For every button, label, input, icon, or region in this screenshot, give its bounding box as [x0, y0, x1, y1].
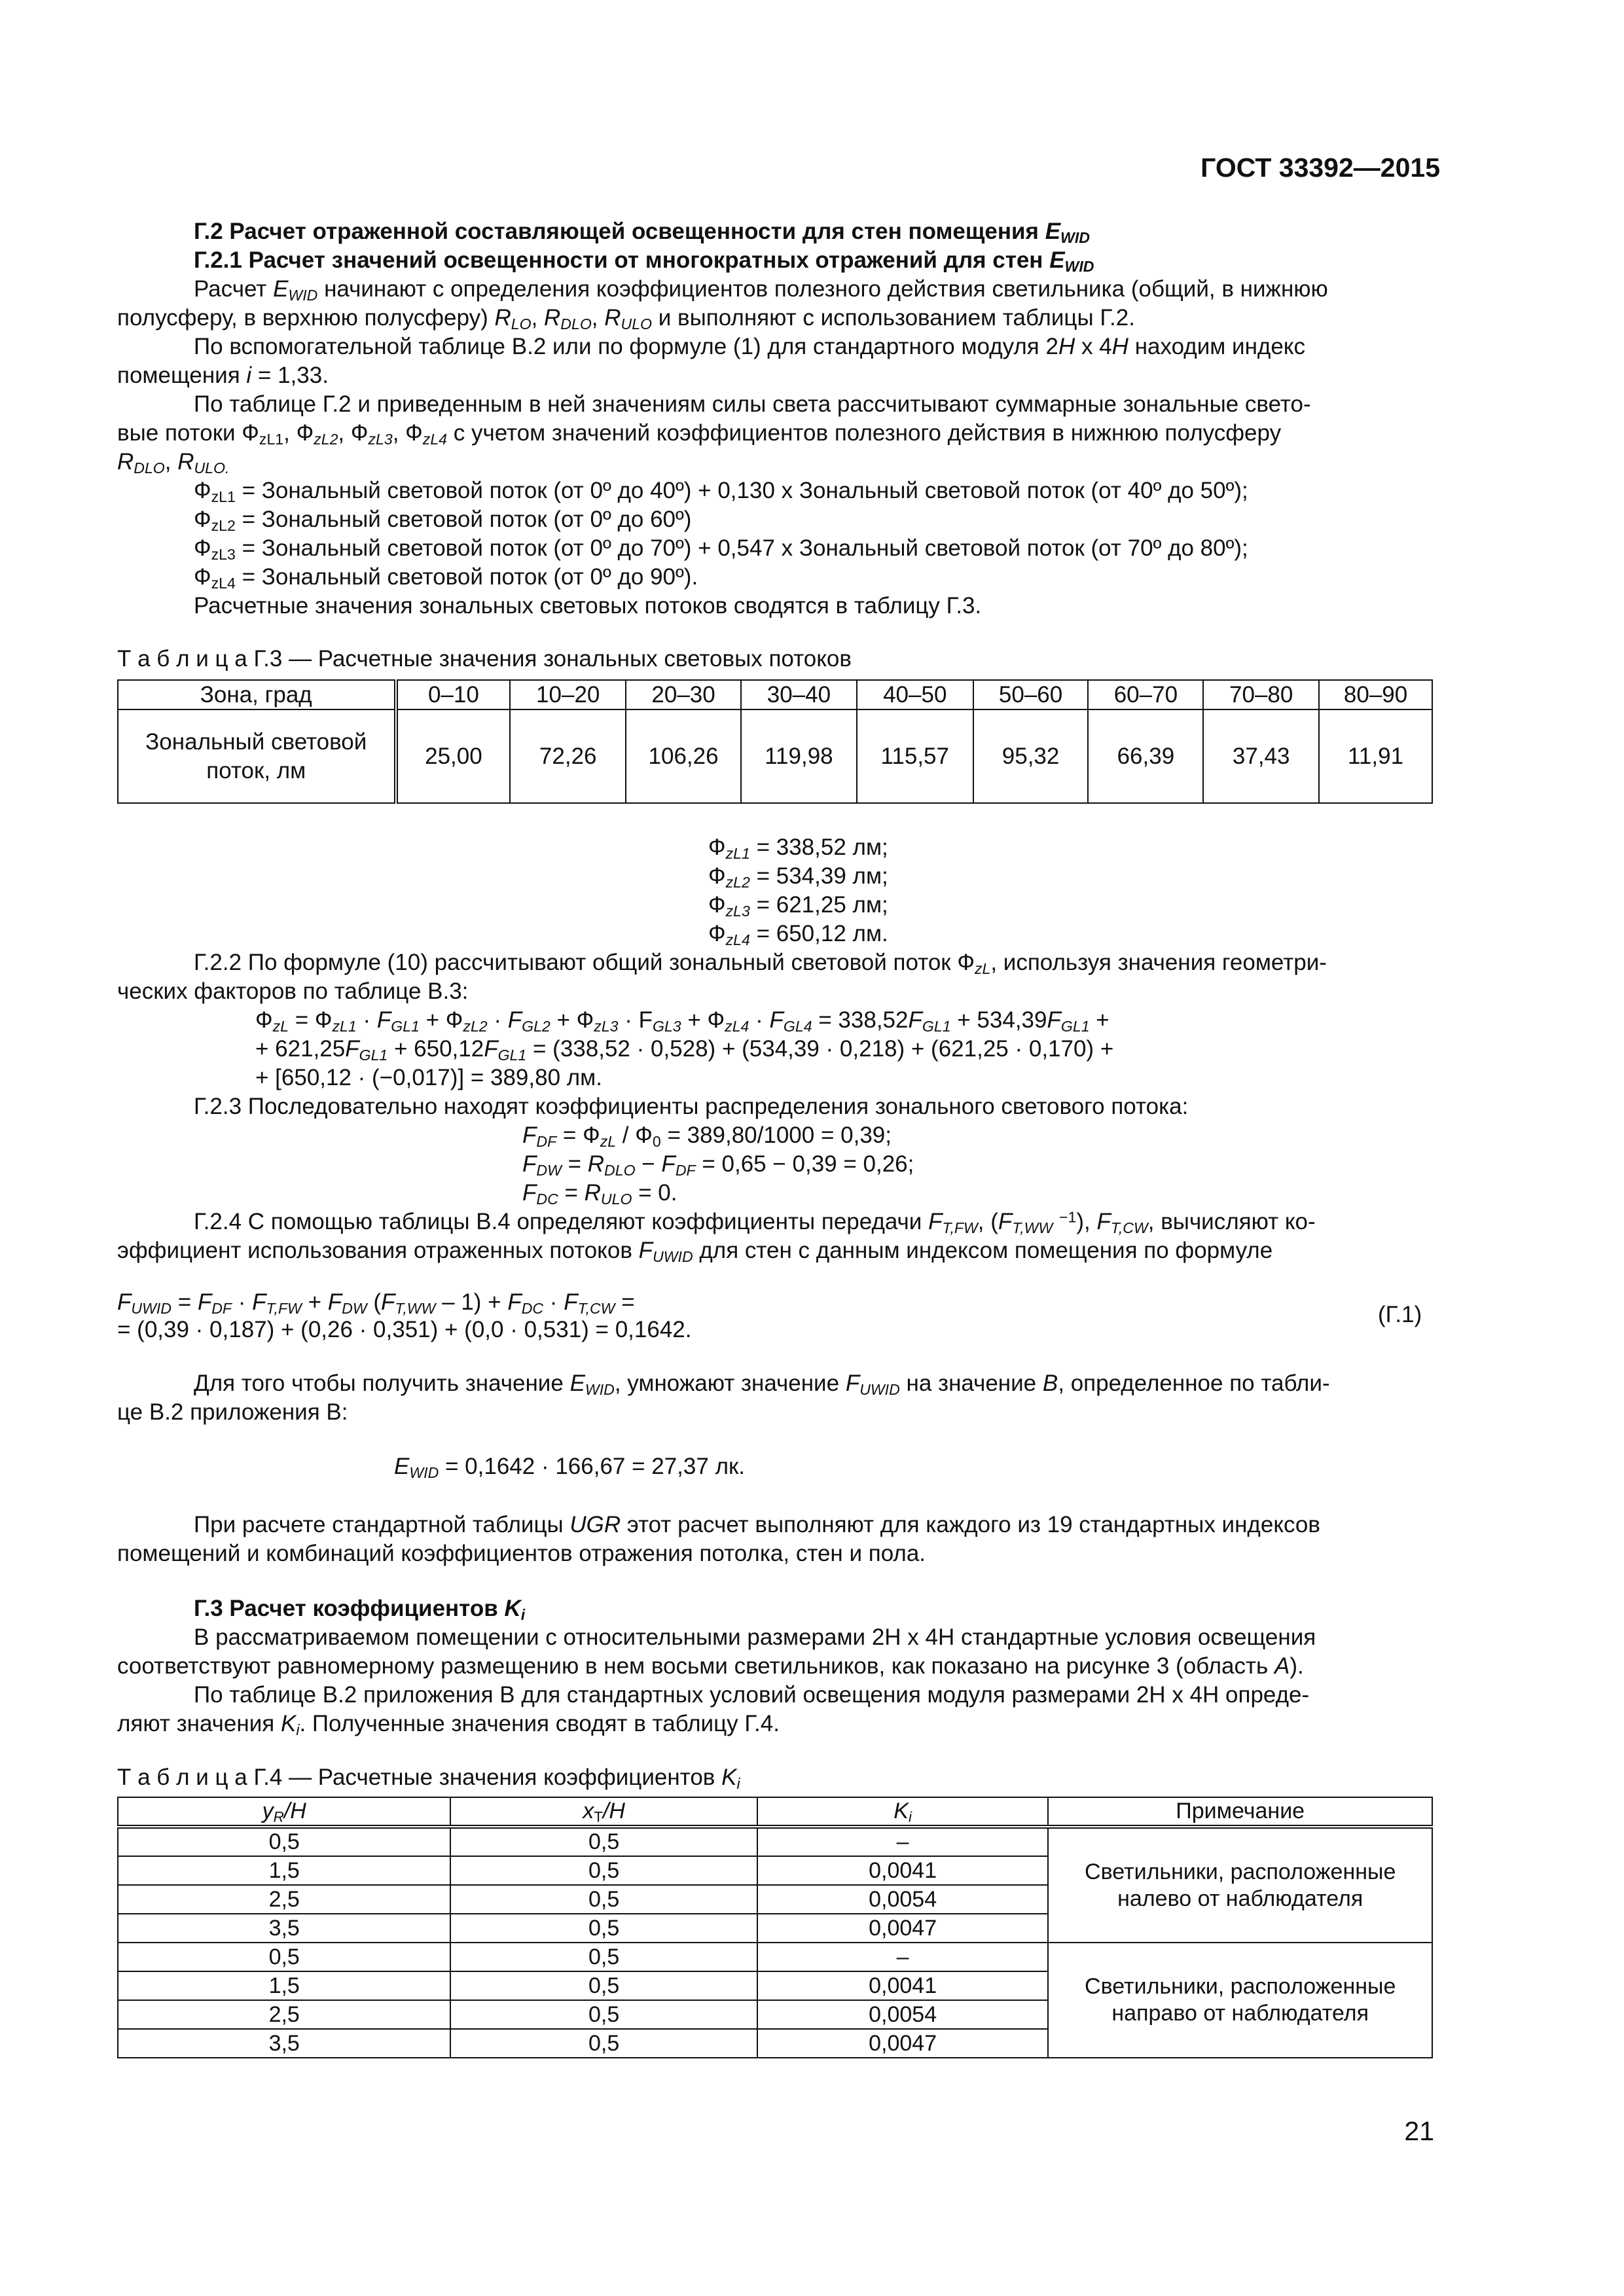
paragraph-line: соответствуют равномерному размещению в нем восьми светильников, как показано на рисунке 3 (область A). — [117, 1653, 1304, 1679]
paragraph-line: ческих факторов по таблице В.3: — [117, 978, 469, 1004]
table-cell: 3,5 — [118, 1914, 450, 1943]
table-cell: 0,0054 — [757, 2000, 1049, 2029]
paragraph-line: Расчетные значения зональных световых потоков сводятся в таблицу Г.3. — [194, 593, 982, 619]
zone-header-cell: 60–70 — [1088, 680, 1203, 709]
zone-header-cell: 0–10 — [396, 680, 511, 709]
flux-value-cell: 66,39 — [1088, 709, 1203, 803]
paragraph-line: $R_{DLO}$, $R_{ULO.}$ — [117, 449, 230, 476]
table-cell: 1,5 — [118, 1856, 450, 1885]
formula-phi-zl2: $Ф_{zL2}$ = Зональный световой поток (от 0º до 60º) — [194, 507, 692, 534]
phi-result: $Ф_{zL2} = 534,39$ лм; — [708, 863, 888, 891]
table-cell: 2,5 — [118, 2000, 450, 2029]
equation-fuwid: = (0,39 · 0,187) + (0,26 · 0,351) + (0,0 · 0,531) = 0,1642. — [117, 1317, 692, 1342]
table-cell: 0,0041 — [757, 1971, 1049, 2000]
table-row-label: Зональный световой поток, лм — [118, 709, 396, 803]
table-cell: 0,5 — [450, 1827, 757, 1856]
paragraph-line: помещений и комбинаций коэффициентов отражения потолка, стен и пола. — [117, 1541, 926, 1566]
table-cell: – — [757, 1943, 1049, 1971]
paragraph-line: помещения i = 1,33. — [117, 363, 329, 388]
paragraph-line: При расчете стандартной таблицы UGR этот расчет выполняют для каждого из 19 стандартных индексов — [194, 1512, 1320, 1537]
table-cell: 0,5 — [118, 1943, 450, 1971]
table-cell: 0,5 — [450, 1971, 757, 2000]
formula-phi-zl3: $Ф_{zL3}$ = Зональный световой поток (от 0º до 70º) + 0,547 x Зональный световой поток (от 70º до 80º); — [194, 535, 1248, 563]
table-cell: 0,5 — [450, 1885, 757, 1914]
column-header-ki: $K_i$ — [757, 1797, 1049, 1827]
paragraph-line: полусферу, в верхнюю полусферу) $R_{LO}$, $R_{DLO}$, $R_{ULO}$ и выполняют с использованием таблицы Г.2. — [117, 305, 1135, 332]
column-header-yr: $y_R/H$ — [118, 1797, 450, 1827]
equation-fdf: $F_{DF} = Ф_{zL} / Ф_0 = 389,80/1000 = 0,39$; — [522, 1122, 892, 1150]
table-cell: 0,5 — [450, 2000, 757, 2029]
paragraph-line: эффициент использования отраженных потоков $F_{UWID}$ для стен с данным индексом помещения по формуле — [117, 1238, 1273, 1265]
paragraph-line: Расчет $E_{WID}$ начинают с определения коэффициентов полезного действия светильника (общий, в нижнюю — [194, 276, 1328, 304]
equation-total-flux: + [650,12 · (−0,017)] = 389,80 лм. — [255, 1065, 602, 1090]
zone-header-cell: 80–90 — [1319, 680, 1432, 709]
flux-value-cell: 72,26 — [510, 709, 626, 803]
table-cell: 0,5 — [450, 1856, 757, 1885]
paragraph-line: Г.2.2 По формуле (10) рассчитывают общий зональный световой поток $Ф_{zL}$, используя значения геометри- — [194, 950, 1327, 977]
table-cell: 2,5 — [118, 1885, 450, 1914]
zone-header-cell: 10–20 — [510, 680, 626, 709]
table-cell: 0,0054 — [757, 1885, 1049, 1914]
paragraph-line: Г.2.4 С помощью таблицы В.4 определяют коэффициенты передачи $F_{T,FW}$, ($F_{T,WW}$ $^{-1}$), $F_{T,CW}$, вычисляют ко- — [194, 1208, 1316, 1236]
equation-fdc: $F_{DC} = R_{ULO} = 0$. — [522, 1180, 677, 1208]
column-header-xt: $x_T/H$ — [450, 1797, 757, 1827]
section-g21-title: Г.2.1 Расчет значений освещенности от многократных отражений для стен $E_{WID}$ — [194, 247, 1094, 275]
flux-value-cell: 11,91 — [1319, 709, 1432, 803]
zone-header-cell: 50–60 — [973, 680, 1089, 709]
equation-fdw: $F_{DW} = R_{DLO} - F_{DF} = 0,65 - 0,39 = 0,26$; — [522, 1151, 914, 1179]
flux-value-cell: 115,57 — [857, 709, 973, 803]
phi-result: $Ф_{zL3} = 621,25$ лм; — [708, 892, 888, 920]
paragraph-line: Г.2.3 Последовательно находят коэффициенты распределения зонального светового потока: — [194, 1094, 1189, 1119]
zone-header-cell: 40–50 — [857, 680, 973, 709]
paragraph-line: По таблице Г.2 и приведенным в ней значениям силы света рассчитывают суммарные зональные свето- — [194, 391, 1311, 417]
table-cell: 0,0041 — [757, 1856, 1049, 1885]
table-g3 — [117, 679, 1433, 804]
table-cell: 3,5 — [118, 2029, 450, 2058]
paragraph-line: Для того чтобы получить значение $E_{WID}$, умножают значение $F_{UWID}$ на значение B, определенное по табли- — [194, 1371, 1330, 1398]
paragraph-line: В рассматриваемом помещении с относительными размерами 2Н x 4Н стандартные условия освещения — [194, 1624, 1316, 1650]
equation-number: (Г.1) — [1378, 1302, 1422, 1327]
paragraph-line: ляют значения $K_i$. Полученные значения сводят в таблицу Г.4. — [117, 1711, 780, 1738]
table-g4 — [117, 1797, 1433, 2058]
paragraph-line: вые потоки $Ф_{zL1}$, $Ф_{zL2}$, $Ф_{zL3}$, $Ф_{zL4}$ с учетом значений коэффициентов полезного действия в нижнюю полусферу — [117, 420, 1282, 448]
paragraph-line: це В.2 приложения В: — [117, 1399, 348, 1425]
flux-value-cell: 95,32 — [973, 709, 1089, 803]
equation-total-flux: + $621,25F_{GL1} + 650,12F_{GL1} = (338,52 \cdot 0,528) + (534,39 \cdot 0,218) + (621,25 \cdot 0,170)$ + — [255, 1036, 1114, 1064]
equation-fuwid: $F_{UWID} = F_{DF} \cdot F_{T,FW} + F_{DW}$ $(F_{T,WW} - 1) + F_{DC} \cdot F_{T,CW}$ = — [117, 1289, 635, 1317]
table-header-cell: Зона, град — [118, 680, 396, 709]
table-cell: 0,0047 — [757, 1914, 1049, 1943]
column-header-note: Примечание — [1048, 1797, 1432, 1827]
phi-result: $Ф_{zL1} = 338,52$ лм; — [708, 834, 888, 862]
note-cell-right: Светильники, расположенные направо от наблюдателя — [1048, 1943, 1432, 2058]
flux-value-cell: 106,26 — [626, 709, 741, 803]
table-cell: – — [757, 1827, 1049, 1856]
table-cell: 0,5 — [450, 1943, 757, 1971]
paragraph-line: По вспомогательной таблице В.2 или по формуле (1) для стандартного модуля 2H x 4H находим индекс — [194, 334, 1306, 359]
zone-header-cell: 70–80 — [1203, 680, 1319, 709]
table-cell: 0,5 — [118, 1827, 450, 1856]
equation-ewid: $E_{WID} = 0,1642 \cdot 166,67 = 27,37$ лк. — [394, 1454, 746, 1481]
standard-number-header: ГОСТ 33392—2015 — [1200, 152, 1440, 183]
flux-value-cell: 25,00 — [396, 709, 511, 803]
section-g3-title: Г.3 Расчет коэффициентов $K_i$ — [194, 1596, 526, 1623]
paragraph-line: По таблице В.2 приложения В для стандартных условий освещения модуля размерами 2Н x 4Н опреде- — [194, 1682, 1310, 1708]
section-g2-title: Г.2 Расчет отраженной составляющей освещенности для стен помещения $E_{WID}$ — [194, 219, 1090, 246]
equation-total-flux: $Ф_{zL} = Ф_{zL1} \cdot F_{GL1} + Ф_{zL2} \cdot F_{GL2} + Ф_{zL3} \cdot F_{GL3} + Ф_{zL4} \cdot F_{GL4} = 338,52F_{GL1} + 534,39F_{GL1}$ + — [255, 1007, 1110, 1035]
page-number: 21 — [1404, 2116, 1434, 2146]
flux-value-cell: 119,98 — [741, 709, 857, 803]
table-cell: 0,0047 — [757, 2029, 1049, 2058]
table-cell: 0,5 — [450, 2029, 757, 2058]
formula-phi-zl1: $Ф_{zL1}$ = Зональный световой поток (от 0º до 40º) + 0,130 x Зональный световой поток (от 40º до 50º); — [194, 478, 1248, 505]
table-cell: 1,5 — [118, 1971, 450, 2000]
table-cell: 0,5 — [450, 1914, 757, 1943]
table-g4-caption: Т а б л и ц а Г.4 — Расчетные значения коэффициентов $K_i$ — [117, 1765, 740, 1792]
zone-header-cell: 20–30 — [626, 680, 741, 709]
table-g3-caption: Т а б л и ц а Г.3 — Расчетные значения зональных световых потоков — [117, 646, 852, 672]
note-cell-left: Светильники, расположенные налево от наблюдателя — [1048, 1827, 1432, 1943]
zone-header-cell: 30–40 — [741, 680, 857, 709]
flux-value-cell: 37,43 — [1203, 709, 1319, 803]
phi-result: $Ф_{zL4} = 650,12$ лм. — [708, 921, 888, 948]
formula-phi-zl4: $Ф_{zL4}$ = Зональный световой поток (от 0º до 90º). — [194, 564, 698, 592]
